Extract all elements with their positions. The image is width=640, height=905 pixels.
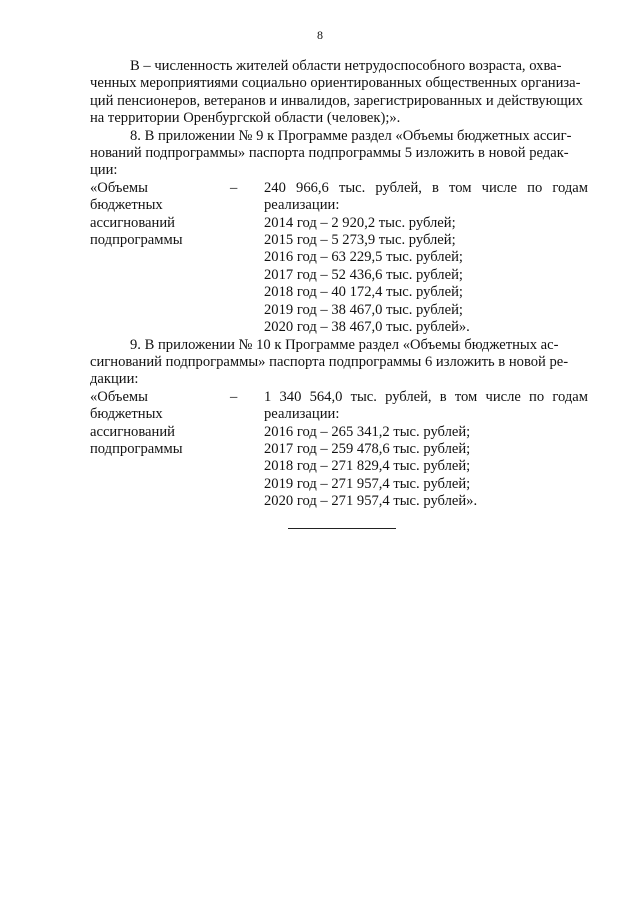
label-line: ассигнований <box>90 214 175 231</box>
budget-total: 240 966,6 тыс. рублей, в том числе по годам <box>264 179 588 196</box>
label-line: «Объемы <box>90 179 148 196</box>
item-8-paragraph <box>90 128 588 180</box>
year-amount: 2019 год – 271 957,4 тыс. рублей; <box>264 475 471 492</box>
label-line: бюджетных <box>90 197 163 214</box>
label-line: «Объемы <box>90 388 148 405</box>
end-divider-line <box>288 528 396 529</box>
budget-values <box>264 180 588 337</box>
document-body <box>90 58 588 511</box>
year-amount: 2020 год – 38 467,0 тыс. рублей». <box>264 319 470 336</box>
year-amount: 2017 год – 259 478,6 тыс. рублей; <box>264 440 471 457</box>
year-amount: 2018 год – 271 829,4 тыс. рублей; <box>264 458 471 475</box>
year-amount: 2016 год – 265 341,2 тыс. рублей; <box>264 423 471 440</box>
year-amount: 2020 год – 271 957,4 тыс. рублей». <box>264 493 478 510</box>
realization-label: реализации: <box>264 406 340 423</box>
year-amount: 2016 год – 63 229,5 тыс. рублей; <box>264 249 463 266</box>
year-amount: 2019 год – 38 467,0 тыс. рублей; <box>264 301 463 318</box>
label-line: подпрограммы <box>90 232 183 249</box>
budget-label <box>90 180 230 337</box>
paragraph-line: на территории Оренбургской области (человек);». <box>90 110 401 127</box>
year-amount: 2018 год – 40 172,4 тыс. рублей; <box>264 284 463 301</box>
page-number: 8 <box>317 28 323 42</box>
item-8-budget-table <box>90 180 588 337</box>
paragraph-line: В – численность жителей области нетрудоспособного возраста, охва- <box>130 58 562 74</box>
dash-separator: – <box>230 179 238 196</box>
paragraph-line: 9. В приложении № 10 к Программе раздел «Объемы бюджетных ас- <box>130 336 559 353</box>
paragraph-line: ции: <box>90 162 118 179</box>
paragraph-line: дакции: <box>90 371 139 388</box>
paragraph-line: сигнований подпрограммы» паспорта подпрограммы 6 изложить в новой ре- <box>90 353 569 370</box>
paragraph-line: 8. В приложении № 9 к Программе раздел «Объемы бюджетных ассиг- <box>130 127 572 144</box>
dash-separator: – <box>230 388 238 405</box>
year-amount: 2015 год – 5 273,9 тыс. рублей; <box>264 232 456 249</box>
paragraph-line: ций пенсионеров, ветеранов и инвалидов, зарегистрированных и действующих <box>90 92 583 109</box>
realization-label: реализации: <box>264 197 340 214</box>
definition-b-paragraph <box>90 58 588 128</box>
item-9-paragraph <box>90 337 588 389</box>
label-line: бюджетных <box>90 406 163 423</box>
label-line: подпрограммы <box>90 440 183 457</box>
budget-values <box>264 389 588 511</box>
budget-total: 1 340 564,0 тыс. рублей, в том числе по годам <box>264 388 588 405</box>
budget-label <box>90 389 230 511</box>
paragraph-line: ченных мероприятиями социально ориентированных общественных организа- <box>90 75 581 92</box>
year-amount: 2014 год – 2 920,2 тыс. рублей; <box>264 214 456 231</box>
item-9-budget-table <box>90 389 588 511</box>
label-line: ассигнований <box>90 423 175 440</box>
paragraph-line: нований подпрограммы» паспорта подпрограммы 5 изложить в новой редак- <box>90 145 569 162</box>
year-amount: 2017 год – 52 436,6 тыс. рублей; <box>264 266 463 283</box>
